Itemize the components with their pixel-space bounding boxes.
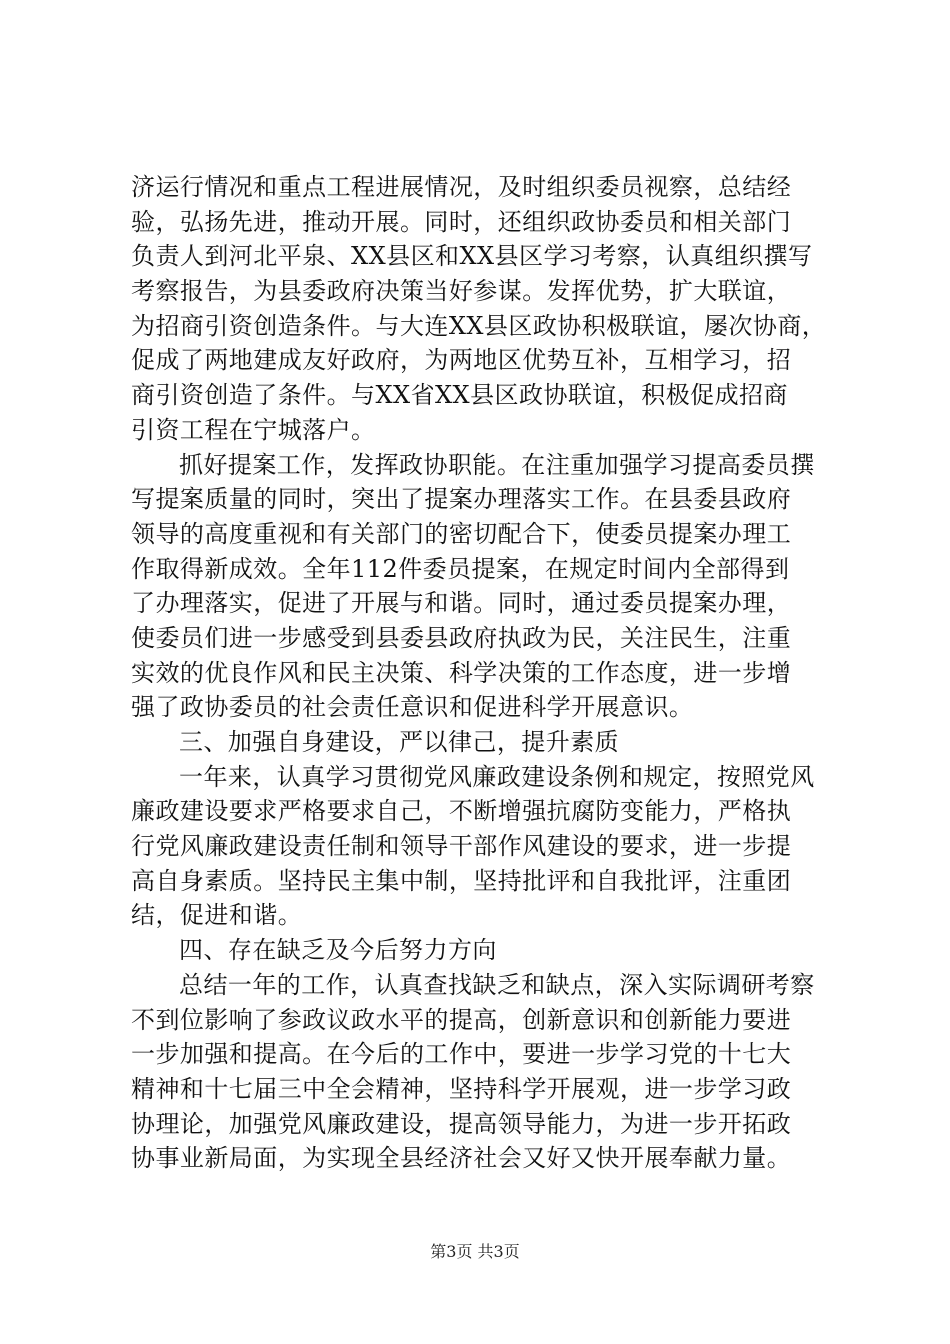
document-body — [131, 170, 831, 1176]
text-line: 负责人到河北平泉、XX县区和XX县区学习考察，认真组织撰写 — [131, 242, 813, 271]
text-line: 引资工程在宁城落户。 — [131, 415, 376, 444]
text-line: 抓好提案工作，发挥政协职能。在注重加强学习提高委员撰 — [179, 450, 815, 479]
text-line: 验，弘扬先进，推动开展。同时，还组织政协委员和相关部门 — [131, 207, 792, 236]
text-line: 写提案质量的同时，突出了提案办理落实工作。在县委县政府 — [131, 485, 792, 514]
text-line: 高自身素质。坚持民主集中制，坚持批评和自我批评，注重团 — [131, 866, 792, 895]
text-line: 商引资创造了条件。与XX省XX县区政协联谊，积极促成招商 — [131, 381, 788, 410]
text-line: 协事业新局面，为实现全县经济社会又好又快开展奉献力量。 — [131, 1144, 792, 1173]
text-line: 四、存在缺乏及今后努力方向 — [179, 936, 497, 965]
text-line: 廉政建设要求严格要求自己，不断增强抗腐防变能力，严格执 — [131, 797, 792, 826]
text-line: 领导的高度重视和有关部门的密切配合下，使委员提案办理工 — [131, 519, 792, 548]
text-line: 了办理落实，促进了开展与和谐。同时，通过委员提案办理， — [131, 589, 792, 618]
text-line: 协理论，加强党风廉政建设，提高领导能力，为进一步开拓政 — [131, 1109, 792, 1138]
text-line: 强了政协委员的社会责任意识和促进科学开展意识。 — [131, 693, 694, 722]
text-line: 三、加强自身建设，严以律己，提升素质 — [179, 728, 620, 756]
text-line: 精神和十七届三中全会精神，坚持科学开展观，进一步学习政 — [131, 1074, 792, 1103]
text-line: 作取得新成效。全年112件委员提案，在规定时间内全部得到 — [131, 554, 790, 583]
text-line: 一步加强和提高。在今后的工作中，要进一步学习党的十七大 — [131, 1040, 792, 1069]
text-line: 不到位影响了参政议政水平的提高，创新意识和创新能力要进 — [131, 1005, 792, 1034]
text-line: 促成了两地建成友好政府，为两地区优势互补，互相学习，招 — [131, 346, 792, 375]
page-footer: 第3页 共3页 — [430, 1242, 520, 1261]
text-line: 行党风廉政建设责任制和领导干部作风建设的要求，进一步提 — [131, 832, 792, 861]
text-line: 一年来，认真学习贯彻党风廉政建设条例和规定，按照党风 — [179, 762, 815, 791]
text-line: 结，促进和谐。 — [131, 901, 303, 930]
text-line: 实效的优良作风和民主决策、科学决策的工作态度，进一步增 — [131, 658, 792, 687]
text-line: 为招商引资创造条件。与大连XX县区政协积极联谊，屡次协商， — [131, 311, 827, 340]
text-line: 总结一年的工作，认真查找缺乏和缺点，深入实际调研考察 — [179, 970, 815, 999]
text-line: 考察报告，为县委政府决策当好参谋。发挥优势，扩大联谊， — [131, 277, 792, 306]
text-line: 济运行情况和重点工程进展情况，及时组织委员视察，总结经 — [131, 173, 792, 201]
text-line: 使委员们进一步感受到县委县政府执政为民，关注民生，注重 — [131, 623, 792, 652]
